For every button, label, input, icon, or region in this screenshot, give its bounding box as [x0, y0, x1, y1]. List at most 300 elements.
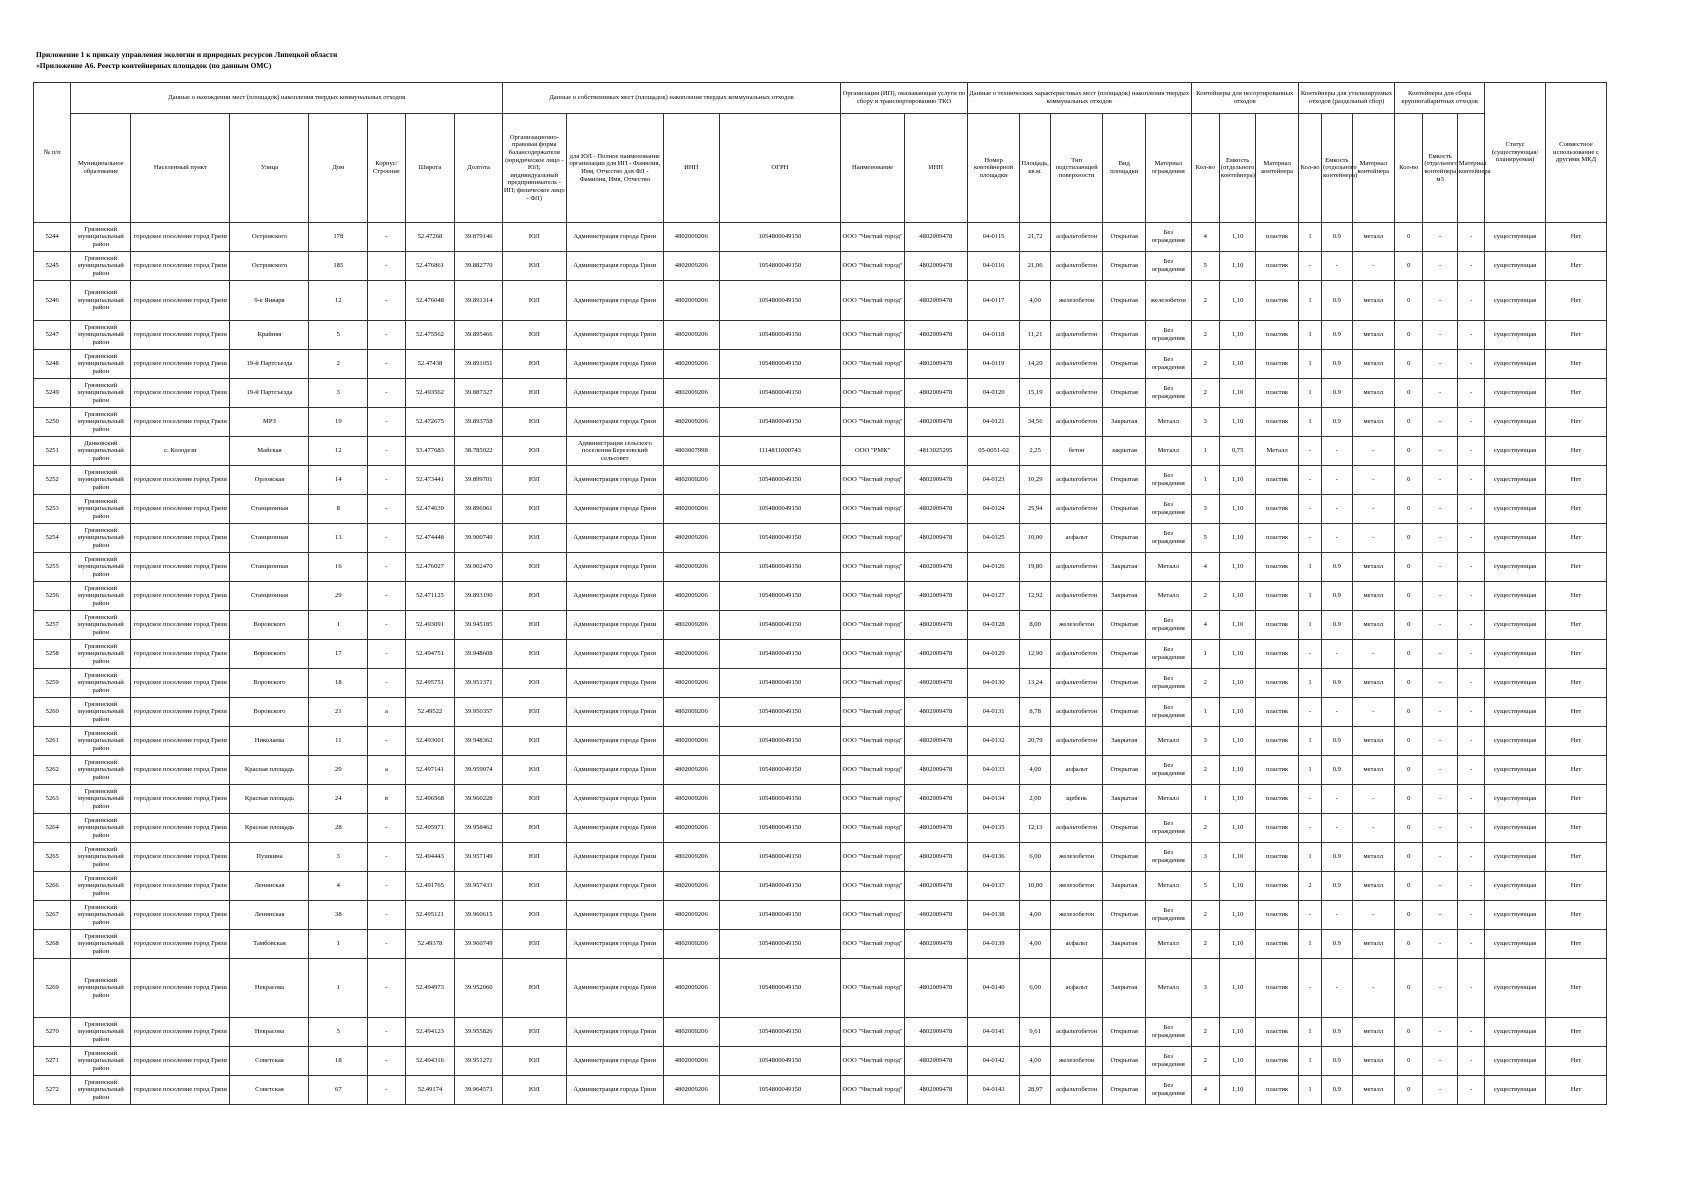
table-cell: пластик — [1256, 1047, 1299, 1076]
table-cell: 52.472675 — [405, 408, 455, 437]
table-cell: 0 — [1395, 321, 1423, 350]
table-cell: 39.887327 — [455, 379, 503, 408]
table-cell: 39.957149 — [455, 843, 503, 872]
table-cell: ООО "Чистый город" — [841, 379, 905, 408]
table-cell: 5250 — [34, 408, 71, 437]
table-cell: 1 — [309, 959, 368, 1018]
table-cell: существующая — [1485, 223, 1546, 252]
table-cell: 0 — [1395, 959, 1423, 1018]
table-cell: ООО "Чистый город" — [841, 727, 905, 756]
column-header: Вид площадки — [1103, 114, 1146, 223]
table-cell: 52.493562 — [405, 379, 455, 408]
table-cell: 8,78 — [1020, 698, 1050, 727]
table-cell: городское поселение город Грязи — [131, 281, 230, 321]
table-cell: - — [1423, 814, 1457, 843]
table-row — [34, 466, 1607, 495]
table-cell: 39.900749 — [455, 524, 503, 553]
table-cell: 5245 — [34, 252, 71, 281]
table-cell: городское поселение город Грязи — [131, 321, 230, 350]
table-cell: - — [1322, 785, 1352, 814]
table-cell: - — [1457, 437, 1484, 466]
table-cell: 1 — [1298, 669, 1321, 698]
table-cell: металл — [1352, 727, 1395, 756]
table-cell: Без ограждения — [1145, 252, 1191, 281]
table-row — [34, 495, 1607, 524]
table-cell: металл — [1352, 408, 1395, 437]
caption-line-1: Приложение 1 к приказу управления экологии и природных ресурсов Липецкой области — [36, 50, 338, 59]
table-cell: 1,10 — [1219, 524, 1255, 553]
table-cell: 5272 — [34, 1076, 71, 1105]
table-cell: Нет — [1545, 756, 1606, 785]
table-cell: 04-0128 — [967, 611, 1020, 640]
table-cell: Станционная — [230, 553, 309, 582]
table-cell: асфальтобетон — [1050, 698, 1103, 727]
table-cell: - — [1298, 437, 1321, 466]
table-cell: 2 — [1191, 930, 1219, 959]
table-cell: Открытая — [1103, 350, 1146, 379]
table-cell: ЮЛ — [502, 814, 566, 843]
table-cell: 39.902470 — [455, 553, 503, 582]
table-cell: 52.497141 — [405, 756, 455, 785]
table-cell: 52.47268 — [405, 223, 455, 252]
table-cell: 4802009478 — [904, 553, 967, 582]
table-cell: 0.9 — [1322, 321, 1352, 350]
table-cell: Грязинский муниципальный район — [71, 223, 131, 252]
table-cell: 15,19 — [1020, 379, 1050, 408]
column-header: Кол-во — [1191, 114, 1219, 223]
table-cell: - — [1423, 843, 1457, 872]
table-cell: 0.9 — [1322, 843, 1352, 872]
table-cell: существующая — [1485, 553, 1546, 582]
table-cell: металл — [1352, 1018, 1395, 1047]
table-cell: 4802009478 — [904, 1047, 967, 1076]
table-cell: 0 — [1395, 843, 1423, 872]
table-cell: 2 — [1191, 321, 1219, 350]
table-cell: 52.474639 — [405, 495, 455, 524]
table-cell: 0.9 — [1322, 281, 1352, 321]
table-cell: - — [1322, 524, 1352, 553]
table-cell: 1 — [309, 611, 368, 640]
table-cell: Нет — [1545, 814, 1606, 843]
table-cell: 1,10 — [1219, 1047, 1255, 1076]
table-cell: Красная площадь — [230, 785, 309, 814]
table-cell: пластик — [1256, 640, 1299, 669]
table-cell: существующая — [1485, 582, 1546, 611]
table-cell: 0.9 — [1322, 872, 1352, 901]
header-group-bulky-containers: Контейнеры для сбора крупногабаритных отходов — [1395, 83, 1485, 114]
table-cell: асфальтобетон — [1050, 814, 1103, 843]
table-cell: 04-0141 — [967, 1018, 1020, 1047]
table-cell: 12 — [309, 437, 368, 466]
table-cell: Администрация города Грязи — [566, 669, 663, 698]
table-cell: Нет — [1545, 611, 1606, 640]
table-cell: 04-0139 — [967, 930, 1020, 959]
table-cell: 04-0134 — [967, 785, 1020, 814]
table-cell: 0 — [1395, 281, 1423, 321]
column-header: Организационно-правовая форма балансодержателя (юридическое лицо - ЮЛ; индивидуальный предприниматель - ИП; физическое лицо - ФЛ) — [502, 114, 566, 223]
table-cell: 52.476048 — [405, 281, 455, 321]
table-cell: 5 — [1191, 252, 1219, 281]
table-row — [34, 698, 1607, 727]
table-cell: 13,24 — [1020, 669, 1050, 698]
table-cell: 3 — [1191, 495, 1219, 524]
table-cell: ООО "Чистый город" — [841, 466, 905, 495]
table-cell: 52.495971 — [405, 814, 455, 843]
table-cell: - — [1423, 1076, 1457, 1105]
table-cell: асфальтобетон — [1050, 582, 1103, 611]
table-cell: существующая — [1485, 843, 1546, 872]
table-cell: городское поселение город Грязи — [131, 698, 230, 727]
table-cell: Администрация города Грязи — [566, 611, 663, 640]
table-cell: 0 — [1395, 437, 1423, 466]
table-row — [34, 582, 1607, 611]
table-cell: Администрация города Грязи — [566, 379, 663, 408]
table-cell: 4802009206 — [663, 640, 719, 669]
table-row — [34, 640, 1607, 669]
table-cell: - — [1322, 814, 1352, 843]
table-cell: Советская — [230, 1076, 309, 1105]
table-cell: 24 — [309, 785, 368, 814]
table-cell: 12,92 — [1020, 582, 1050, 611]
table-cell: городское поселение город Грязи — [131, 727, 230, 756]
table-cell: 0 — [1395, 223, 1423, 252]
table-cell: Без ограждения — [1145, 640, 1191, 669]
table-cell: 0.9 — [1322, 611, 1352, 640]
container-sites-register-table — [33, 82, 1607, 1105]
table-cell: городское поселение город Грязи — [131, 553, 230, 582]
table-cell: 04-0130 — [967, 669, 1020, 698]
table-cell: - — [1423, 466, 1457, 495]
column-header: Емкость (отдельного контейнера) — [1322, 114, 1352, 223]
table-cell: металл — [1352, 669, 1395, 698]
table-row — [34, 814, 1607, 843]
table-cell: Без ограждения — [1145, 1047, 1191, 1076]
table-cell: 52.495751 — [405, 669, 455, 698]
table-cell: Открытая — [1103, 756, 1146, 785]
table-cell: Администрация города Грязи — [566, 553, 663, 582]
table-cell: металл — [1352, 756, 1395, 785]
table-cell: - — [1352, 640, 1395, 669]
table-cell: 1 — [1298, 350, 1321, 379]
table-cell: 52.494751 — [405, 640, 455, 669]
table-cell: 0 — [1395, 1047, 1423, 1076]
table-cell: - — [1423, 495, 1457, 524]
table-cell: 04-0127 — [967, 582, 1020, 611]
column-header: Долгота — [455, 114, 503, 223]
table-cell: существующая — [1485, 1018, 1546, 1047]
table-cell: Открытая — [1103, 252, 1146, 281]
table-cell: городское поселение город Грязи — [131, 814, 230, 843]
table-cell: 0.9 — [1322, 379, 1352, 408]
table-cell: 1054800049150 — [719, 698, 841, 727]
table-cell: 19-й Партсъезда — [230, 350, 309, 379]
column-header: Кол-во — [1298, 114, 1321, 223]
table-cell: городское поселение город Грязи — [131, 408, 230, 437]
table-cell: 4803007998 — [663, 437, 719, 466]
table-cell: Воровского — [230, 669, 309, 698]
table-cell: пластик — [1256, 524, 1299, 553]
table-cell: Закрытая — [1103, 959, 1146, 1018]
table-cell: 1054800049150 — [719, 814, 841, 843]
table-cell: Грязинский муниципальный район — [71, 321, 131, 350]
table-cell: городское поселение город Грязи — [131, 350, 230, 379]
table-cell: - — [1423, 408, 1457, 437]
table-cell: Без ограждения — [1145, 379, 1191, 408]
table-cell: ООО "Чистый город" — [841, 611, 905, 640]
table-cell: 0 — [1395, 901, 1423, 930]
table-cell: 0 — [1395, 727, 1423, 756]
table-cell: 1 — [1298, 1076, 1321, 1105]
table-cell: 2 — [1191, 281, 1219, 321]
table-cell: Администрация города Грязи — [566, 785, 663, 814]
table-cell: 185 — [309, 252, 368, 281]
table-cell: Администрация города Грязи — [566, 281, 663, 321]
table-cell: Грязинский муниципальный район — [71, 1018, 131, 1047]
table-cell: - — [1298, 466, 1321, 495]
table-cell: Администрация города Грязи — [566, 1018, 663, 1047]
table-cell: 5263 — [34, 785, 71, 814]
table-cell: - — [1457, 785, 1484, 814]
table-cell: Администрация города Грязи — [566, 350, 663, 379]
table-cell: 4802009478 — [904, 321, 967, 350]
table-cell: ООО "Чистый город" — [841, 843, 905, 872]
table-cell: 14 — [309, 466, 368, 495]
table-cell: 52.471125 — [405, 582, 455, 611]
table-cell: МРЗ — [230, 408, 309, 437]
table-cell: существующая — [1485, 727, 1546, 756]
table-cell: 4802009206 — [663, 901, 719, 930]
table-cell: - — [1423, 698, 1457, 727]
table-cell: 1,10 — [1219, 930, 1255, 959]
table-cell: городское поселение город Грязи — [131, 785, 230, 814]
table-cell: Металл — [1256, 437, 1299, 466]
table-cell: ООО "Чистый город" — [841, 553, 905, 582]
table-cell: 04-0140 — [967, 959, 1020, 1018]
table-cell: 1054800049150 — [719, 611, 841, 640]
header-num: № п/п — [34, 83, 71, 223]
table-cell: Нет — [1545, 350, 1606, 379]
table-cell: ООО "Чистый город" — [841, 281, 905, 321]
table-cell: ЮЛ — [502, 582, 566, 611]
table-cell: 3 — [1191, 727, 1219, 756]
table-cell: ЮЛ — [502, 321, 566, 350]
table-cell: - — [1298, 640, 1321, 669]
table-cell: пластик — [1256, 843, 1299, 872]
table-cell: 14,20 — [1020, 350, 1050, 379]
table-cell: Администрация города Грязи — [566, 1076, 663, 1105]
table-cell: Администрация города Грязи — [566, 698, 663, 727]
table-cell: - — [1457, 252, 1484, 281]
table-cell: 4802009478 — [904, 466, 967, 495]
column-header: Площадь, кв.м. — [1020, 114, 1050, 223]
table-cell: 11,21 — [1020, 321, 1050, 350]
table-cell: 39.948608 — [455, 640, 503, 669]
table-cell: металл — [1352, 223, 1395, 252]
table-cell: - — [1352, 698, 1395, 727]
table-cell: 11 — [309, 727, 368, 756]
table-cell: Грязинский муниципальный район — [71, 959, 131, 1018]
table-cell: 4802009478 — [904, 930, 967, 959]
table-cell: городское поселение город Грязи — [131, 669, 230, 698]
table-cell: асфальтобетон — [1050, 553, 1103, 582]
table-cell: 19-й Партсъезда — [230, 379, 309, 408]
table-cell: 52.49378 — [405, 930, 455, 959]
table-cell: существующая — [1485, 321, 1546, 350]
table-cell: металл — [1352, 582, 1395, 611]
table-cell: 5269 — [34, 959, 71, 1018]
table-cell: асфальтобетон — [1050, 466, 1103, 495]
table-cell: 52.494123 — [405, 1018, 455, 1047]
table-cell: - — [1298, 959, 1321, 1018]
table-cell: Некрасова — [230, 1018, 309, 1047]
table-cell: 4802009206 — [663, 814, 719, 843]
caption-line-2: «Приложение А6. Реестр контейнерных площадок (по данным ОМС) — [36, 61, 272, 70]
table-cell: Открытая — [1103, 1076, 1146, 1105]
table-cell: городское поселение город Грязи — [131, 495, 230, 524]
table-cell: Закрытая — [1103, 553, 1146, 582]
table-cell: существующая — [1485, 350, 1546, 379]
table-cell: Без ограждения — [1145, 611, 1191, 640]
table-cell: железобетон — [1050, 611, 1103, 640]
table-cell: 04-0137 — [967, 872, 1020, 901]
table-cell: 1 — [1298, 281, 1321, 321]
table-cell: асфальтобетон — [1050, 350, 1103, 379]
table-cell: 04-0143 — [967, 1076, 1020, 1105]
table-cell: Металл — [1145, 785, 1191, 814]
table-cell: 1 — [1298, 223, 1321, 252]
table-cell: Открытая — [1103, 814, 1146, 843]
table-row — [34, 437, 1607, 466]
column-header: Тип подстилающей поверхности — [1050, 114, 1103, 223]
header-group-row — [34, 83, 1607, 114]
table-cell: Администрация города Грязи — [566, 321, 663, 350]
table-cell: 1,10 — [1219, 785, 1255, 814]
table-cell: Нет — [1545, 281, 1606, 321]
table-cell: - — [1352, 466, 1395, 495]
table-cell: Открытая — [1103, 901, 1146, 930]
table-cell: 20 — [309, 756, 368, 785]
table-cell: 52.494316 — [405, 1047, 455, 1076]
table-cell: 04-0136 — [967, 843, 1020, 872]
table-cell: существующая — [1485, 1047, 1546, 1076]
table-cell: Администрация города Грязи — [566, 1047, 663, 1076]
table-cell: пластик — [1256, 785, 1299, 814]
table-cell: Грязинский муниципальный район — [71, 1076, 131, 1105]
table-cell: 4802009206 — [663, 321, 719, 350]
table-cell: 10,29 — [1020, 466, 1050, 495]
table-cell: Нет — [1545, 321, 1606, 350]
table-cell: Закрытая — [1103, 408, 1146, 437]
table-cell: 1,10 — [1219, 466, 1255, 495]
table-cell: - — [1457, 901, 1484, 930]
table-cell: - — [368, 437, 405, 466]
table-cell: 3 — [1191, 959, 1219, 1018]
table-cell: - — [1298, 901, 1321, 930]
table-cell: 4802009206 — [663, 872, 719, 901]
table-cell: пластик — [1256, 582, 1299, 611]
table-cell: пластик — [1256, 669, 1299, 698]
table-cell: 04-0142 — [967, 1047, 1020, 1076]
table-cell: ЮЛ — [502, 756, 566, 785]
table-cell: пластик — [1256, 1076, 1299, 1105]
table-cell: Ленинская — [230, 872, 309, 901]
table-cell: ЮЛ — [502, 669, 566, 698]
table-cell: 05-0051-02 — [967, 437, 1020, 466]
table-cell: - — [368, 872, 405, 901]
table-cell: - — [1423, 1018, 1457, 1047]
table-cell: 2 — [1191, 350, 1219, 379]
column-header: Наименование — [841, 114, 905, 223]
table-cell: 04-0129 — [967, 640, 1020, 669]
table-cell: ЮЛ — [502, 466, 566, 495]
table-cell: существующая — [1485, 524, 1546, 553]
table-cell: пластик — [1256, 553, 1299, 582]
table-cell: 1054800049150 — [719, 640, 841, 669]
table-cell: существующая — [1485, 408, 1546, 437]
table-cell: Открытая — [1103, 1047, 1146, 1076]
table-cell: 4802009478 — [904, 524, 967, 553]
table-cell: - — [1457, 843, 1484, 872]
table-cell: ЮЛ — [502, 408, 566, 437]
table-cell: 1,10 — [1219, 727, 1255, 756]
table-cell: 39.948362 — [455, 727, 503, 756]
table-cell: в — [368, 785, 405, 814]
table-cell: Закрытая — [1103, 727, 1146, 756]
table-cell: 4802009478 — [904, 379, 967, 408]
table-cell: асфальтобетон — [1050, 321, 1103, 350]
table-cell: 1,10 — [1219, 640, 1255, 669]
table-cell: 2 — [1191, 379, 1219, 408]
table-cell: - — [1423, 321, 1457, 350]
table-cell: Грязинский муниципальный район — [71, 814, 131, 843]
table-cell: 3 — [309, 379, 368, 408]
table-cell: 5259 — [34, 669, 71, 698]
table-cell: Красная площадь — [230, 756, 309, 785]
table-cell: асфальтобетон — [1050, 252, 1103, 281]
table-cell: Администрация города Грязи — [566, 582, 663, 611]
table-cell: ЮЛ — [502, 524, 566, 553]
table-cell: а — [368, 756, 405, 785]
table-cell: 52.474448 — [405, 524, 455, 553]
table-cell: ЮЛ — [502, 959, 566, 1018]
table-cell: Нет — [1545, 379, 1606, 408]
table-cell: Грязинский муниципальный район — [71, 640, 131, 669]
table-cell: 4802009478 — [904, 785, 967, 814]
table-cell: ООО "Чистый город" — [841, 930, 905, 959]
table-cell: Грязинский муниципальный район — [71, 495, 131, 524]
table-cell: 0 — [1395, 611, 1423, 640]
table-cell: 4802009478 — [904, 872, 967, 901]
column-header: для ЮЛ - Полное наименование организации для ИП - Фамилия, Имя, Отчество для ФЛ - Фамилия, Имя, Отчество — [566, 114, 663, 223]
table-cell: - — [1423, 582, 1457, 611]
table-cell: ЮЛ — [502, 495, 566, 524]
table-row — [34, 669, 1607, 698]
table-cell: асфальтобетон — [1050, 669, 1103, 698]
table-cell: 5 — [1191, 872, 1219, 901]
table-cell: 4802009478 — [904, 1018, 967, 1047]
table-cell: 1,10 — [1219, 553, 1255, 582]
table-cell: 4802009478 — [904, 611, 967, 640]
table-cell: 1,10 — [1219, 814, 1255, 843]
table-cell: железобетон — [1050, 901, 1103, 930]
table-cell: 5253 — [34, 495, 71, 524]
table-cell: 21,06 — [1020, 252, 1050, 281]
table-cell: 04-0121 — [967, 408, 1020, 437]
table-cell: 5258 — [34, 640, 71, 669]
table-cell: 4802009478 — [904, 756, 967, 785]
table-cell: 0 — [1395, 350, 1423, 379]
table-cell: 4802009478 — [904, 843, 967, 872]
